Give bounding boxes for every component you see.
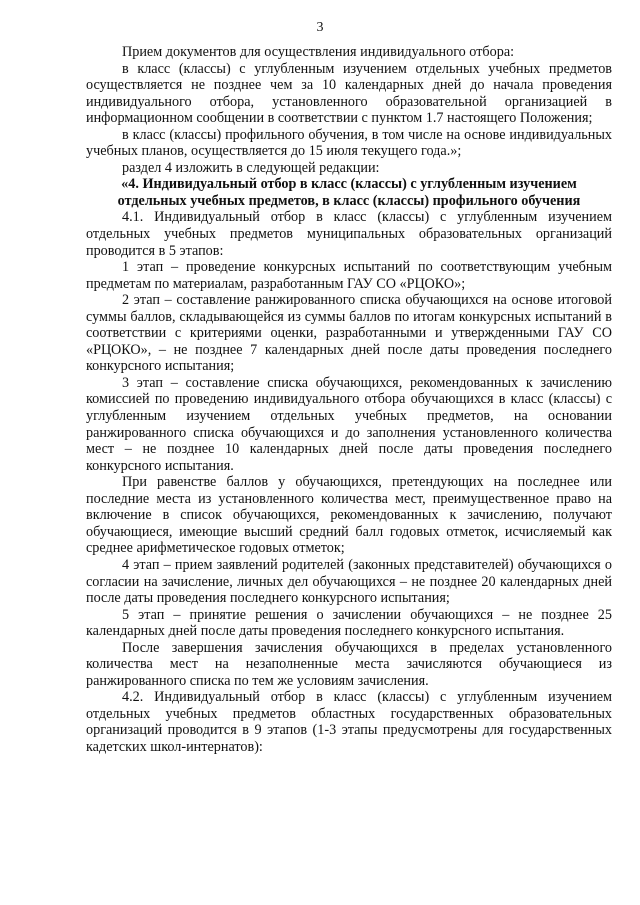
paragraph-4-1: 4.1. Индивидуальный отбор в класс (классы) с углубленным изучением отдельных учебных предметов муниципальных образовательных организаций проводится в 5 этапов: [86,209,612,259]
section-4-heading: «4. Индивидуальный отбор в класс (классы) с углубленным изучением отдельных учебных предметов, в класс (классы) профильного обучения [117,176,581,209]
paragraph-equal-scores: При равенстве баллов у обучающихся, претендующих на последнее или последние места из установленного количества мест, преимущественное право на включение в список обучающихся, рекомендованных к зачислению, получают обучающиеся, имеющие высший средний балл годовых отметок, исчисляемый как среднее арифметическое годовых отметок; [86,474,612,557]
paragraph-intake-intro: Прием документов для осуществления индивидуального отбора: [122,44,515,60]
paragraph-stage-1: 1 этап – проведение конкурсных испытаний по соответствующим учебным предметам по материалам, разработанным ГАУ СО «РЦОКО»; [86,259,612,292]
paragraph-stage-3: 3 этап – составление списка обучающихся, рекомендованных к зачислению комиссией по проведению индивидуального отбора обучающихся в класс (классы) с углубленным изучением отдельных учебных предметов, на основании ранжированного списка обучающихся и до заполнения установленного количества мест – не позднее 10 календарных дней после даты проведения последнего конкурсного испытания. [86,374,612,474]
page-number: 3 [316,20,324,35]
paragraph-intake-advanced-classes: в класс (классы) с углубленным изучением отдельных учебных предметов осуществляется не позднее чем за 10 календарных дней до начала проведения индивидуального отбора, установленного образовательной организацией в информационном сообщении в соответствии с пунктом 1.7 настоящего Положения; [86,60,612,127]
paragraph-intake-profile-classes: в класс (классы) профильного обучения, в том числе на основе индивидуальных учебных планов, осуществляется до 15 июля текущего года.»; [86,126,612,160]
paragraph-after-enrollment: После завершения зачисления обучающихся в пределах установленного количества мест на незаполненные места зачисляются обучающиеся из ранжированного списка по тем же условиям зачисления. [86,639,612,689]
paragraph-stage-5: 5 этап – принятие решения о зачислении обучающихся – не позднее 25 календарных дней после даты проведения последнего конкурсного испытания. [86,606,612,640]
paragraph-4-2: 4.2. Индивидуальный отбор в класс (классы) с углубленным изучением отдельных учебных предметов областных государственных образовательных организаций проводится в 9 этапов (1-3 этапы предусмотрены для государственных кадетских школ-интернатов): [86,689,612,755]
paragraph-section-4-amendment: раздел 4 изложить в следующей редакции: [122,159,380,176]
paragraph-stage-4: 4 этап – прием заявлений родителей (законных представителей) обучающихся о согласии на зачисление, личных дел обучающихся – не позднее 20 календарных дней после даты проведения последнего конкурсного испытания; [86,556,612,607]
paragraph-stage-2: 2 этап – составление ранжированного списка обучающихся на основе итоговой суммы баллов, складывающейся из суммы баллов по итогам конкурсных испытаний в соответствии с критериями оценки, разработанными и утвержденными ГАУ СО «РЦОКО», – не позднее 7 календарных дней после даты проведения последнего конкурсного испытания; [86,292,612,375]
document-body [86,44,612,756]
